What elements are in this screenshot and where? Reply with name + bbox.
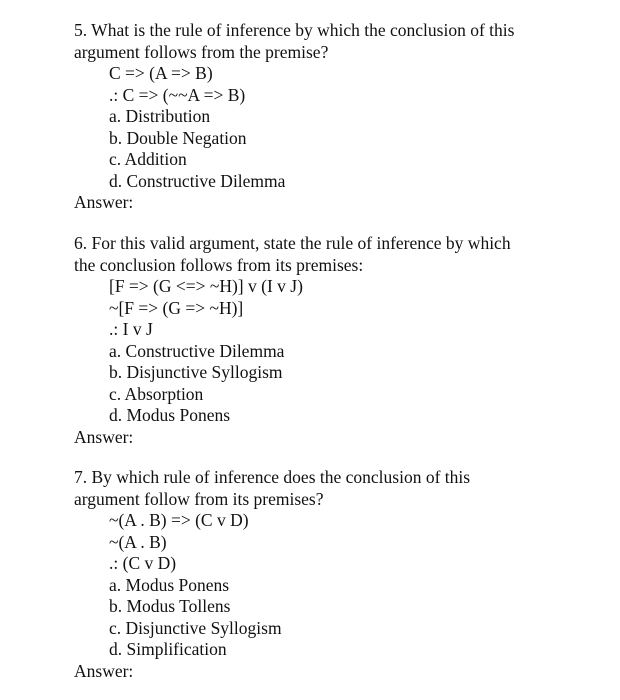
question-7-premise-2: ~(A . B) (109, 531, 167, 552)
question-7-conclusion: .: (C v D) (109, 553, 177, 573)
question-6-premise-1: [F => (G <=> ~H)] v (I v J) (109, 276, 303, 296)
question-6-premise-2: ~[F => (G => ~H)] (109, 297, 244, 318)
question-6-prompt-line-2: the conclusion follows from its premises: (74, 254, 364, 275)
question-5-option-b[interactable]: b. Double Negation (109, 127, 247, 148)
question-5-prompt-line-2: argument follows from the premise? (74, 41, 329, 62)
question-6 (74, 233, 574, 448)
question-6-conclusion: .: I v J (109, 319, 153, 339)
question-7 (74, 467, 574, 682)
question-7-option-b[interactable]: b. Modus Tollens (109, 596, 231, 616)
question-6-option-d[interactable]: d. Modus Ponens (109, 405, 231, 425)
question-5-option-d[interactable]: d. Constructive Dilemma (109, 170, 286, 191)
question-5-prompt-line-1: 5. What is the rule of inference by which the conclusion of this (74, 20, 515, 40)
question-7-answer-label: Answer: (74, 660, 134, 681)
question-7-prompt-line-1: 7. By which rule of inference does the conclusion of this (74, 467, 471, 487)
question-6-option-c[interactable]: c. Absorption (109, 383, 204, 404)
question-7-option-a[interactable]: a. Modus Ponens (109, 574, 230, 595)
question-5-option-c[interactable]: c. Addition (109, 149, 187, 169)
question-6-option-a[interactable]: a. Constructive Dilemma (109, 340, 285, 361)
question-6-answer-label: Answer: (74, 426, 134, 447)
question-6-option-b[interactable]: b. Disjunctive Syllogism (109, 362, 283, 382)
question-7-option-c[interactable]: c. Disjunctive Syllogism (109, 617, 282, 638)
question-5-answer-label: Answer: (74, 192, 134, 212)
question-5 (74, 20, 574, 214)
question-5-conclusion: .: C => (~~A => B) (109, 84, 246, 105)
question-7-premise-1: ~(A . B) => (C v D) (109, 510, 249, 530)
question-6-prompt-line-1: 6. For this valid argument, state the rule of inference by which (74, 233, 511, 253)
question-5-option-a[interactable]: a. Distribution (109, 106, 211, 126)
question-7-prompt-line-2: argument follow from its premises? (74, 488, 324, 509)
question-5-premise-1: C => (A => B) (109, 63, 213, 83)
question-7-option-d[interactable]: d. Simplification (109, 639, 227, 659)
